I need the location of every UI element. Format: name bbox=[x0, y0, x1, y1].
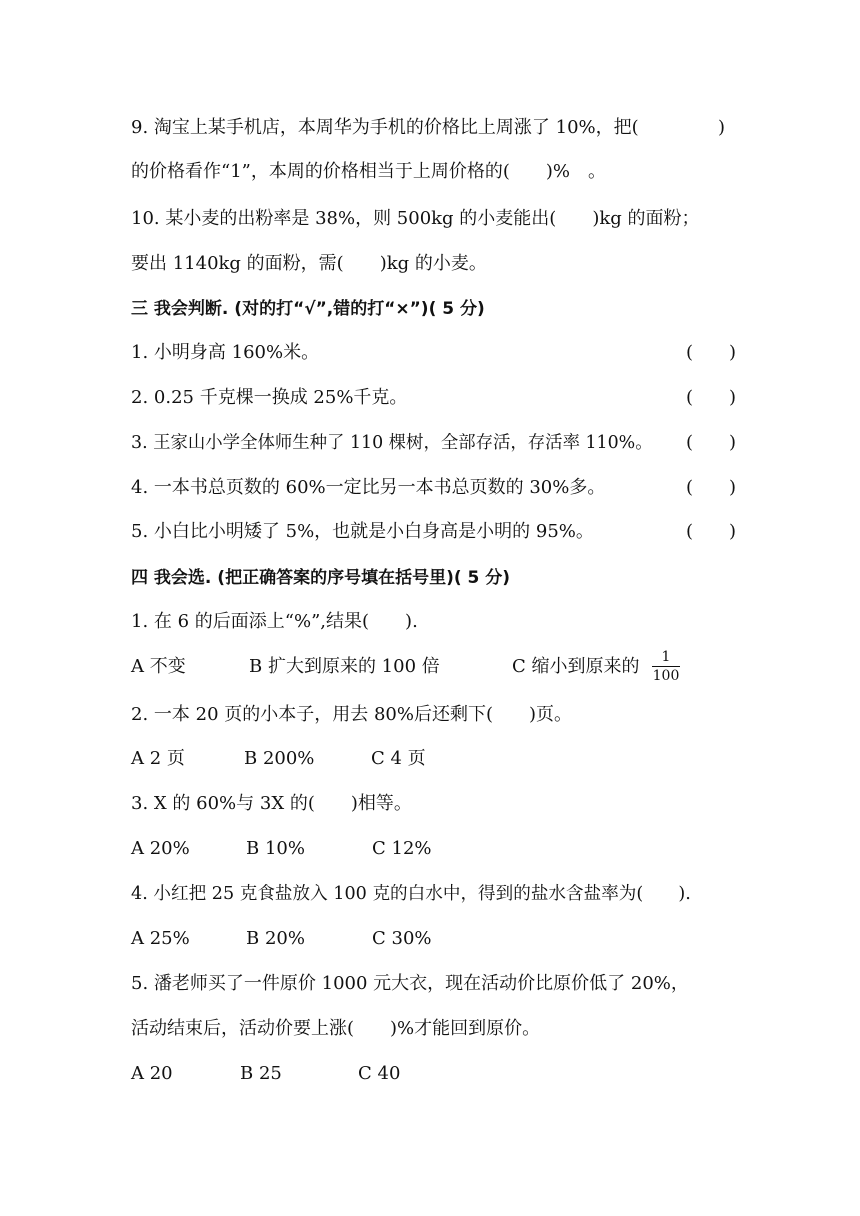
section3-item-3: 3. 王家山小学全体师生种了 110 棵树，全部存活，存活率 110%。 bbox=[131, 433, 653, 453]
option-c: C 缩小到原来的 bbox=[512, 656, 640, 677]
option-a: A 25% bbox=[131, 928, 190, 949]
q9-line1: 9. 淘宝上某手机店，本周华为手机的价格比上周涨了 10%，把( bbox=[131, 117, 639, 138]
option-b: B 25 bbox=[240, 1063, 282, 1084]
answer-paren[interactable]: ( ) bbox=[686, 432, 737, 453]
option-c: C 40 bbox=[358, 1063, 401, 1084]
option-a: A 不变 bbox=[131, 656, 186, 677]
answer-paren[interactable]: ( ) bbox=[686, 477, 737, 498]
section3-title: 三 我会判断. (对的打“√”,错的打“×”)( 5 分) bbox=[131, 299, 485, 319]
option-a: A 20% bbox=[131, 838, 190, 859]
option-b: B 扩大到原来的 100 倍 bbox=[249, 656, 440, 677]
section4-q2-text: 2. 一本 20 页的小本子，用去 80%后还剩下( )页。 bbox=[131, 704, 573, 725]
section4-q4-text: 4. 小红把 25 克食盐放入 100 克的白水中，得到的盐水含盐率为( ). bbox=[131, 884, 691, 904]
q9-line1-close-paren: ) bbox=[718, 117, 726, 138]
section3-item-4: 4. 一本书总页数的 60%一定比另一本书总页数的 30%多。 bbox=[131, 477, 606, 498]
option-c: C 12% bbox=[372, 838, 432, 859]
option-b: B 200% bbox=[244, 748, 315, 769]
option-a: A 2 页 bbox=[131, 748, 185, 769]
section4-q5-line2: 活动结束后，活动价要上涨( )%才能回到原价。 bbox=[131, 1018, 541, 1039]
section3-item-5: 5. 小白比小明矮了 5%，也就是小白身高是小明的 95%。 bbox=[131, 521, 594, 542]
section4-q1-text: 1. 在 6 的后面添上“%”,结果( ). bbox=[131, 611, 418, 632]
answer-paren[interactable]: ( ) bbox=[686, 342, 737, 363]
q10-line1: 10. 某小麦的出粉率是 38%，则 500kg 的小麦能出( )kg 的面粉； bbox=[131, 208, 700, 229]
option-a: A 20 bbox=[131, 1063, 173, 1084]
option-c: C 4 页 bbox=[371, 748, 426, 769]
q9-line2: 的价格看作“1”，本周的价格相当于上周价格的( )% 。 bbox=[131, 161, 607, 182]
fraction-numerator: 1 bbox=[661, 649, 671, 665]
option-c: C 30% bbox=[372, 928, 432, 949]
section3-item-1: 1. 小明身高 160%米。 bbox=[131, 342, 320, 363]
section3-item-2: 2. 0.25 千克棵一换成 25%千克。 bbox=[131, 387, 408, 408]
option-b: B 20% bbox=[246, 928, 305, 949]
fraction-denominator: 100 bbox=[652, 668, 680, 684]
q10-line2: 要出 1140kg 的面粉，需( )kg 的小麦。 bbox=[131, 253, 487, 274]
answer-paren[interactable]: ( ) bbox=[686, 521, 737, 542]
option-b: B 10% bbox=[246, 838, 305, 859]
section4-q3-text: 3. X 的 60%与 3X 的( )相等。 bbox=[131, 793, 412, 814]
section4-q5-line1: 5. 潘老师买了一件原价 1000 元大衣，现在活动价比原价低了 20%， bbox=[131, 973, 689, 994]
section4-title: 四 我会选. (把正确答案的序号填在括号里)( 5 分) bbox=[131, 568, 511, 588]
answer-paren[interactable]: ( ) bbox=[686, 387, 737, 408]
fraction-bar bbox=[652, 666, 680, 667]
fraction-one-hundredth bbox=[652, 649, 680, 684]
